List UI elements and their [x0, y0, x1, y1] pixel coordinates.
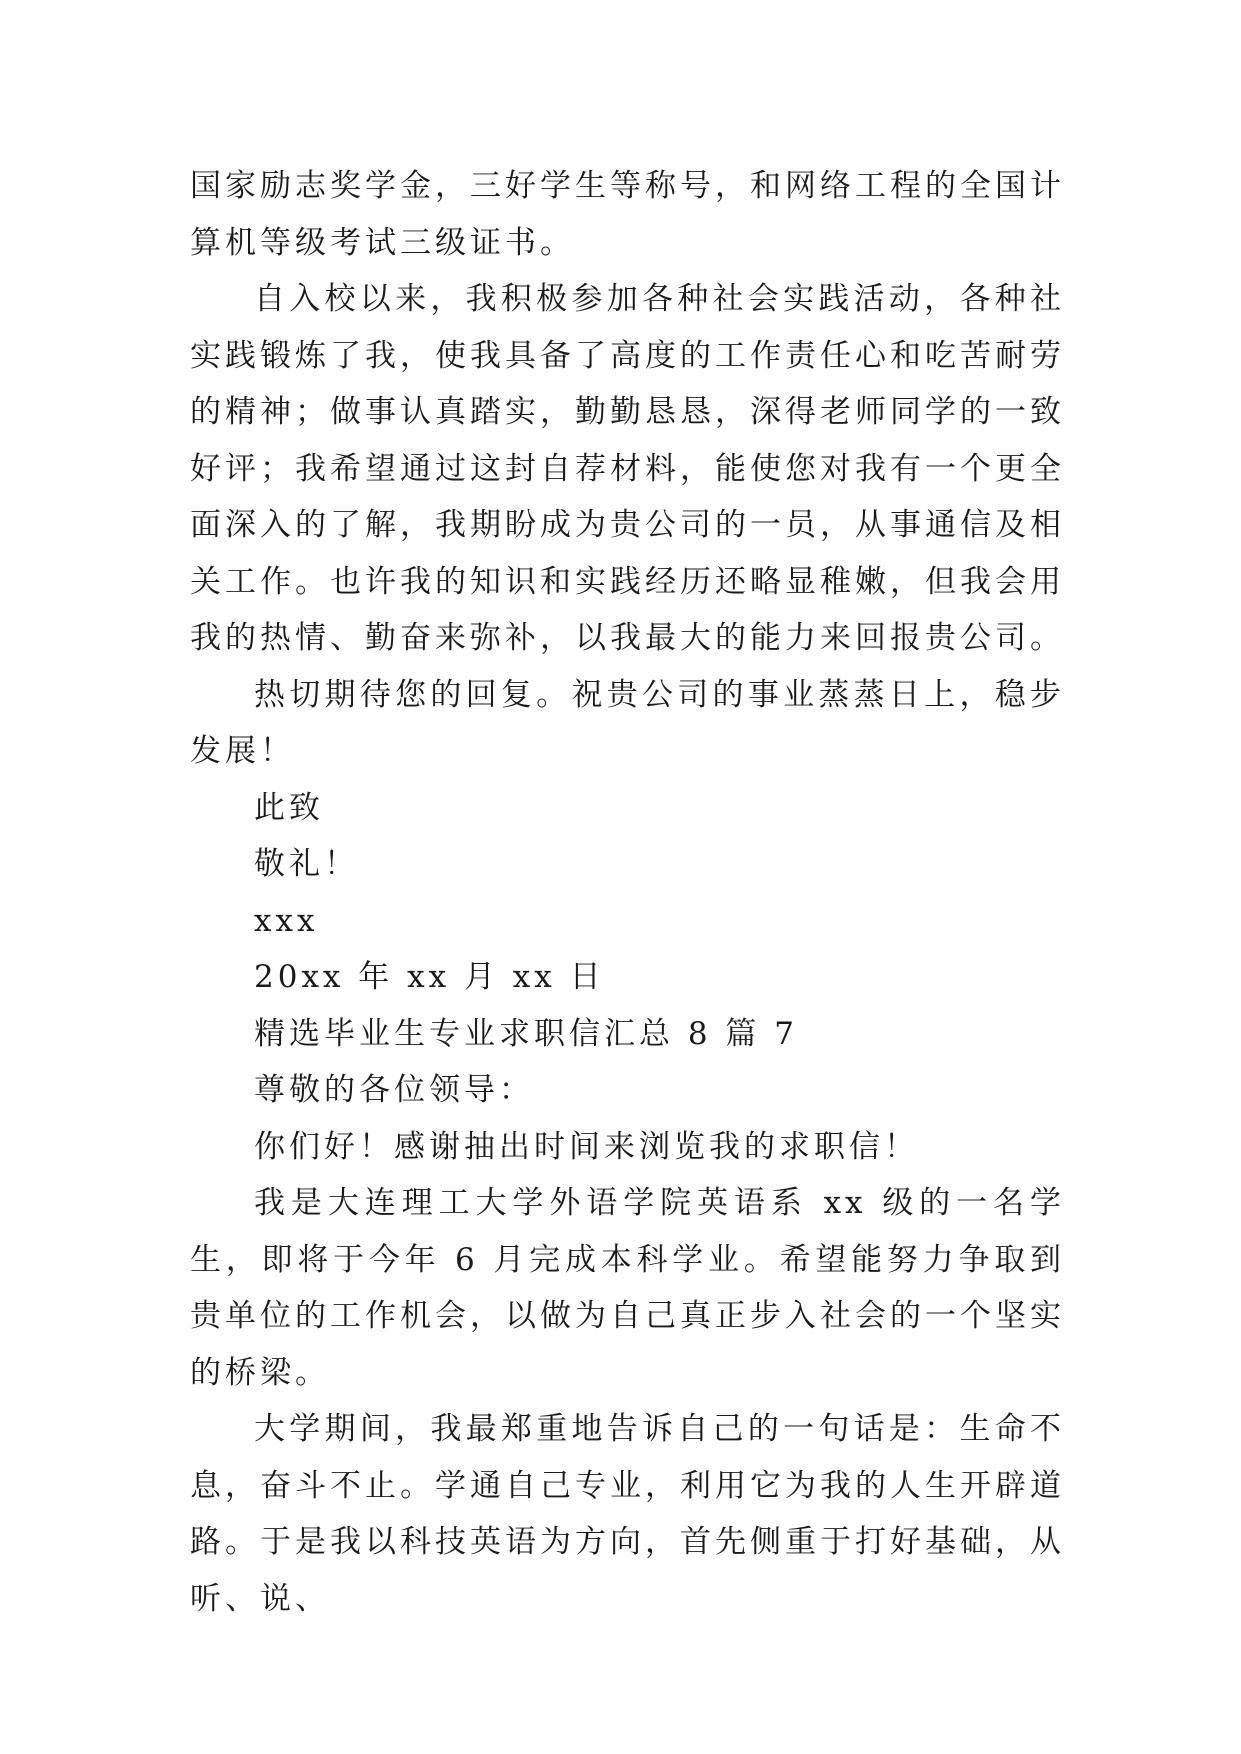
section-heading: 精选毕业生专业求职信汇总 8 篇 7 — [254, 1015, 799, 1052]
greeting-thanks: 你们好！感谢抽出时间来浏览我的求职信！ — [254, 1128, 919, 1165]
paragraph-awards: 国家励志奖学金，三好学生等称号，和网络工程的全国计算机等级考试三级证书。 — [190, 168, 1065, 261]
salutation-jingli: 敬礼！ — [254, 846, 359, 882]
salutation-cizhi: 此致 — [254, 789, 324, 826]
signature-date: 20xx 年 xx 月 xx 日 — [254, 959, 605, 995]
paragraph-university-motto: 大学期间，我最郑重地告诉自己的一句话是：生命不息，奋斗不止。学通自己专业，利用它为我的人生开辟道路。于是我以科技英语为方向，首先侧重于打好基础，从听、说、 — [190, 1411, 1065, 1617]
paragraph-social-practice: 自入校以来，我积极参加各种社会实践活动，各种社实践锻炼了我，使我具备了高度的工作责任心和吃苦耐劳的精神；做事认真踏实，勤勤恳恳，深得老师同学的一致好评；我希望通过这封自荐材料，能使您对我有一个更全面深入的了解，我期盼成为贵公司的一员，从事通信及相关工作。也许我的知识和实践经历还略显稚嫩，但我会用我的热情、勤奋来弥补，以我最大的能力来回报贵公司。 — [190, 281, 1065, 656]
paragraph-closing-wish: 热切期待您的回复。祝贵公司的事业蒸蒸日上，稳步发展！ — [190, 676, 1065, 769]
greeting-leaders: 尊敬的各位领导： — [254, 1072, 534, 1108]
signature-name: xxx — [254, 902, 319, 939]
paragraph-introduction: 我是大连理工大学外语学院英语系 xx 级的一名学生，即将于今年 6 月完成本科学业。希望能努力争取到贵单位的工作机会，以做为自己真正步入社会的一个坚实的桥梁。 — [190, 1185, 1065, 1391]
document-body — [190, 158, 1065, 1627]
